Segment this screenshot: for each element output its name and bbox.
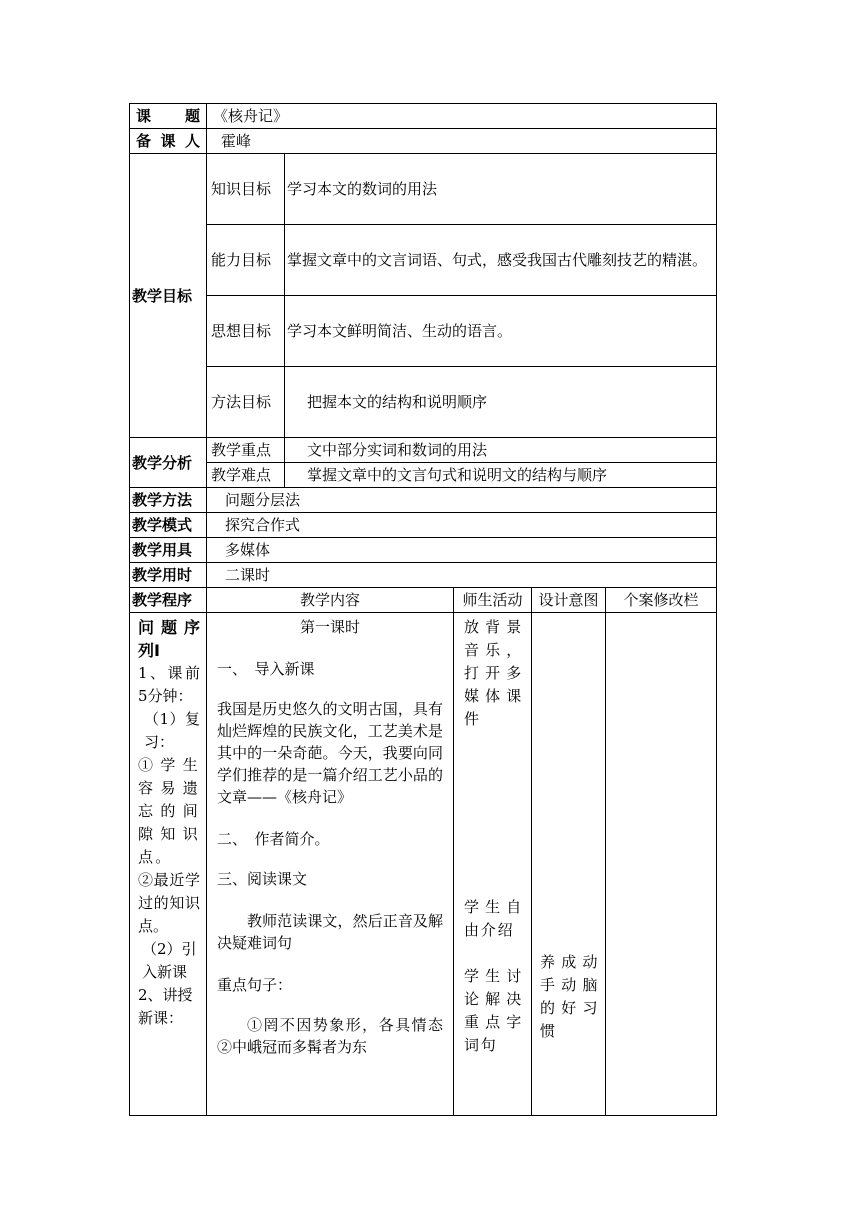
preparer-label: 备 课 人 — [130, 129, 207, 154]
sequence-line: ①学生容易遗忘的间隙知识点。 — [138, 756, 200, 866]
procedure-label: 教学程序 — [130, 588, 207, 613]
section-heading: 一、 导入新课 — [217, 660, 315, 678]
row-tools — [130, 538, 717, 563]
row-analysis-key — [130, 438, 717, 463]
intro-paragraph: 我国是历史悠久的文明古国，具有灿烂辉煌的民族文化，工艺美术是其中的一朵奇葩。今天，我要向同学们推荐的是一篇介绍工艺小品的文章——《核舟记》 — [217, 700, 443, 806]
analysis-key-label: 教学重点 — [207, 438, 285, 463]
section-heading: 三、阅读课文 — [217, 870, 308, 888]
info-label: 教学方法 — [130, 488, 207, 513]
section-heading: 二、 作者简介。 — [217, 830, 330, 848]
sequence-line: （1）复习： — [144, 710, 200, 751]
row-objective-knowledge — [130, 154, 717, 225]
preparer-value: 霍峰 — [207, 129, 717, 154]
row-objective-thinking — [130, 296, 717, 367]
analysis-label: 教学分析 — [130, 438, 207, 488]
col-revision-header: 个案修改栏 — [606, 588, 717, 613]
objective-name: 方法目标 — [207, 367, 285, 438]
col-content-header: 教学内容 — [207, 588, 454, 613]
info-value: 问题分层法 — [207, 488, 717, 513]
row-method — [130, 488, 717, 513]
info-label: 教学用具 — [130, 538, 207, 563]
reading-paragraph: 教师范读课文，然后正音及解决疑难词句 — [217, 912, 443, 952]
col-intent-header: 设计意图 — [532, 588, 606, 613]
info-value: 探究合作式 — [207, 513, 717, 538]
activity-cell — [454, 613, 532, 1116]
objective-name: 思想目标 — [207, 296, 285, 367]
analysis-difficult-label: 教学难点 — [207, 463, 285, 488]
revision-cell — [606, 613, 717, 1116]
objective-text: 掌握文章中的文言词语、句式，感受我国古代雕刻技艺的精湛。 — [285, 225, 717, 296]
objective-text: 学习本文的数词的用法 — [285, 154, 717, 225]
objective-text: 把握本文的结构和说明顺序 — [285, 367, 717, 438]
intent-cell — [532, 613, 606, 1116]
sequence-line: ②最近学过的知识点。 — [138, 871, 200, 935]
row-preparer — [130, 129, 717, 154]
sequence-line: 2、讲授新课： — [138, 986, 193, 1027]
key-sentences: ①罔不因势象形，各具情态 ②中峨冠而多髯者为东 — [217, 1016, 459, 1056]
topic-label: 课 题 — [130, 104, 207, 129]
analysis-key-text: 文中部分实词和数词的用法 — [285, 438, 717, 463]
sequence-cell — [130, 613, 207, 1116]
info-label: 教学用时 — [130, 563, 207, 588]
row-objective-ability — [130, 225, 717, 296]
row-procedure-body — [130, 613, 717, 1116]
row-objective-method — [130, 367, 717, 438]
objectives-label: 教学目标 — [130, 154, 207, 438]
activity-text: 学生自由介绍 — [464, 898, 523, 939]
content-cell — [207, 613, 459, 1116]
row-mode — [130, 513, 717, 538]
objective-name: 知识目标 — [207, 154, 285, 225]
row-topic — [130, 104, 717, 129]
intent-text: 养成动手动脑的好习惯 — [540, 953, 599, 1040]
sequence-line: 1、课前5分钟： — [138, 664, 200, 705]
activity-text: 学生讨论解决重点字词句 — [464, 967, 523, 1054]
sequence-line: （2）引入新课 — [142, 940, 197, 981]
analysis-difficult-text: 掌握文章中的文言句式和说明文的结构与顺序 — [285, 463, 717, 488]
key-sentences-label: 重点句子： — [217, 976, 293, 994]
objective-name: 能力目标 — [207, 225, 285, 296]
info-value: 二课时 — [207, 563, 717, 588]
info-value: 多媒体 — [207, 538, 717, 563]
lesson-plan-table — [129, 103, 717, 1116]
objective-text: 学习本文鲜明简洁、生动的语言。 — [285, 296, 717, 367]
row-procedure-header — [130, 588, 717, 613]
col-activity-header: 师生活动 — [454, 588, 532, 613]
topic-value: 《核舟记》 — [207, 104, 717, 129]
row-time — [130, 563, 717, 588]
sequence-title: 问题序列Ⅰ — [138, 618, 200, 660]
lesson-title: 第一课时 — [299, 618, 360, 636]
info-label: 教学模式 — [130, 513, 207, 538]
activity-text: 放背景音乐，打开多媒体课件 — [464, 618, 523, 728]
row-analysis-difficult — [130, 463, 717, 488]
